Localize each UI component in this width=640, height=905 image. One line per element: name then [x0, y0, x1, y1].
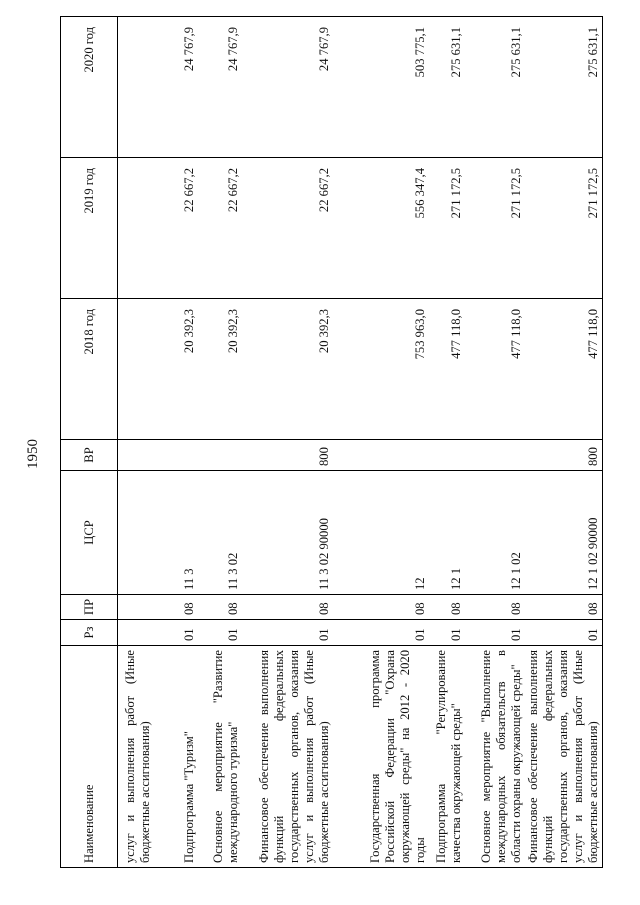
- row-2019-cell: 22 667,2: [198, 158, 242, 299]
- row-csr-cell: 11 3 02: [198, 471, 242, 595]
- row-2018-cell: 477 118,0: [465, 299, 525, 440]
- row-vr-cell: [198, 440, 242, 471]
- row-2019-cell: 271 172,5: [465, 158, 525, 299]
- row-pr-cell: 08: [333, 595, 429, 620]
- row-2020-cell: 24 767,9: [154, 17, 198, 158]
- row-pr-cell: 08: [154, 595, 198, 620]
- row-csr-cell: 12 1 02 90000: [525, 471, 603, 595]
- row-2020-cell: 275 631,1: [465, 17, 525, 158]
- row-2018-cell: 753 963,0: [333, 299, 429, 440]
- row-csr-cell: 12: [333, 471, 429, 595]
- rotated-page: [60, 27, 600, 868]
- row-2018-cell: 20 392,3: [198, 299, 242, 440]
- table-row: [118, 17, 154, 868]
- row-2020-cell: 24 767,9: [242, 17, 333, 158]
- row-2018-cell: 477 118,0: [429, 299, 465, 440]
- row-2018-cell: 20 392,3: [154, 299, 198, 440]
- row-vr-cell: [118, 440, 154, 471]
- row-pr-cell: 08: [525, 595, 603, 620]
- table-row: [154, 17, 198, 868]
- row-2019-cell: 22 667,2: [242, 158, 333, 299]
- row-2019-cell: [118, 158, 154, 299]
- row-vr-cell: [429, 440, 465, 471]
- row-vr-cell: [333, 440, 429, 471]
- row-name-cell: Подпрограмма "Регулирование качества окружающей среды": [429, 646, 465, 868]
- row-name-cell: Основное мероприятие "Развитие международного туризма": [198, 646, 242, 868]
- row-vr-cell: 800: [525, 440, 603, 471]
- row-2018-cell: 20 392,3: [242, 299, 333, 440]
- row-2018-cell: [118, 299, 154, 440]
- row-rz-cell: 01: [154, 620, 198, 646]
- header-2018: 2018 год: [61, 299, 118, 440]
- row-rz-cell: 01: [465, 620, 525, 646]
- page-number: 1950: [25, 439, 41, 469]
- row-pr-cell: [118, 595, 154, 620]
- row-2020-cell: 275 631,1: [429, 17, 465, 158]
- header-vr: ВР: [61, 440, 118, 471]
- row-vr-cell: 800: [242, 440, 333, 471]
- row-csr-cell: 11 3: [154, 471, 198, 595]
- row-name-cell: Основное мероприятие "Выполнение международных обязательств в области охраны окружающей среды": [465, 646, 525, 868]
- row-pr-cell: 08: [429, 595, 465, 620]
- row-pr-cell: 08: [465, 595, 525, 620]
- header-rz: Рз: [61, 620, 118, 646]
- table-row: [429, 17, 465, 868]
- row-pr-cell: 08: [198, 595, 242, 620]
- header-pr: ПР: [61, 595, 118, 620]
- row-name-cell: Государственная программа Российской Федерации "Охрана окружающей среды" на 2012 - 2020 годы: [333, 646, 429, 868]
- row-csr-cell: 11 3 02 90000: [242, 471, 333, 595]
- row-name-cell: Финансовое обеспечение выполнения функций федеральных государственных органов, оказания услуг и выполнения работ (Иные бюджетные ассигнования): [525, 646, 603, 868]
- row-name-cell: Финансовое обеспечение выполнения функций федеральных государственных органов, оказания услуг и выполнения работ (Иные бюджетные ассигнования): [242, 646, 333, 868]
- row-2020-cell: 275 631,1: [525, 17, 603, 158]
- budget-table: [60, 16, 603, 868]
- header-name: Наименование: [61, 646, 118, 868]
- row-rz-cell: 01: [242, 620, 333, 646]
- row-name-cell: услуг и выполнения работ (Иные бюджетные ассигнования): [118, 646, 154, 868]
- row-rz-cell: 01: [525, 620, 603, 646]
- row-pr-cell: 08: [242, 595, 333, 620]
- row-2018-cell: 477 118,0: [525, 299, 603, 440]
- row-2019-cell: 271 172,5: [429, 158, 465, 299]
- row-2020-cell: 503 775,1: [333, 17, 429, 158]
- table-row: [198, 17, 242, 868]
- row-rz-cell: 01: [198, 620, 242, 646]
- row-name-cell: Подпрограмма "Туризм": [154, 646, 198, 868]
- table-body: [118, 17, 603, 868]
- header-2020: 2020 год: [61, 17, 118, 158]
- row-2020-cell: [118, 17, 154, 158]
- header-2019: 2019 год: [61, 158, 118, 299]
- row-2019-cell: 271 172,5: [525, 158, 603, 299]
- row-2019-cell: 556 347,4: [333, 158, 429, 299]
- row-vr-cell: [154, 440, 198, 471]
- row-rz-cell: 01: [429, 620, 465, 646]
- table-row: [525, 17, 603, 868]
- row-rz-cell: 01: [333, 620, 429, 646]
- row-vr-cell: [465, 440, 525, 471]
- header-csr: ЦСР: [61, 471, 118, 595]
- row-csr-cell: 12 1: [429, 471, 465, 595]
- table-row: [465, 17, 525, 868]
- row-csr-cell: [118, 471, 154, 595]
- row-2020-cell: 24 767,9: [198, 17, 242, 158]
- table-header-row: [61, 17, 118, 868]
- table-row: [242, 17, 333, 868]
- row-2019-cell: 22 667,2: [154, 158, 198, 299]
- row-csr-cell: 12 1 02: [465, 471, 525, 595]
- table-row: [333, 17, 429, 868]
- row-rz-cell: [118, 620, 154, 646]
